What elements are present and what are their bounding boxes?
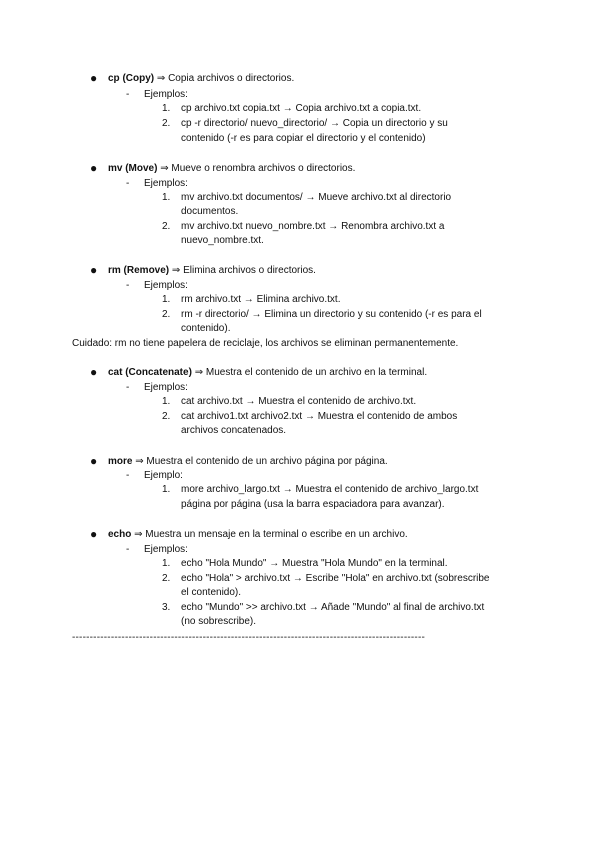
bullet-icon: ● (90, 454, 98, 468)
example-line-cont: contenido). (181, 323, 231, 334)
command-description: Muestra un mensaje en la terminal o escribe en un archivo. (145, 529, 408, 540)
command-name: more (108, 456, 133, 467)
example-line: rm archivo.txt → Elimina archivo.txt. (181, 294, 341, 305)
bullet-icon: ● (90, 161, 98, 175)
section-heading-echo (108, 528, 408, 541)
command-description: Muestra el contenido de un archivo en la terminal. (205, 367, 428, 378)
command-name: rm (Remove) (108, 265, 170, 276)
dash-icon: - (126, 544, 130, 555)
item-number: 1. (162, 396, 171, 407)
item-number: 2. (162, 118, 171, 129)
examples-label: Ejemplo: (144, 470, 183, 481)
examples-label: Ejemplos: (144, 89, 188, 100)
item-number: 2. (162, 411, 171, 422)
section-heading-rm (108, 264, 316, 277)
section-heading-cat (108, 366, 427, 379)
arrow-icon: ⇒ (194, 367, 204, 378)
item-number: 2. (162, 221, 171, 232)
dash-icon: - (126, 280, 130, 291)
command-name: mv (Move) (108, 163, 158, 174)
command-name: cat (Concatenate) (108, 367, 192, 378)
section-heading-mv (108, 162, 355, 175)
examples-label: Ejemplos: (144, 382, 188, 393)
bullet-icon: ● (90, 527, 98, 541)
example-line-cont: (no sobrescribe). (181, 616, 257, 627)
item-number: 1. (162, 294, 171, 305)
example-line: cat archivo.txt → Muestra el contenido de archivo.txt. (181, 396, 417, 407)
item-number: 1. (162, 103, 171, 114)
item-number: 1. (162, 192, 171, 203)
section-heading-cp (108, 72, 294, 85)
bullet-icon: ● (90, 71, 98, 85)
dash-icon: - (126, 89, 130, 100)
separator-line: ---------------------------------------------------------------------------------------------------- (72, 632, 426, 643)
example-line-cont: archivos concatenados. (181, 425, 287, 436)
item-number: 3. (162, 602, 171, 613)
item-number: 1. (162, 484, 171, 495)
example-line: cp archivo.txt copia.txt → Copia archivo.txt a copia.txt. (181, 103, 422, 114)
dash-icon: - (126, 382, 130, 393)
example-line: mv archivo.txt documentos/ → Mueve archivo.txt al directorio (181, 192, 452, 203)
arrow-icon: ⇒ (156, 73, 166, 84)
dash-icon: - (126, 470, 130, 481)
command-description: Muestra el contenido de un archivo página por página. (146, 456, 388, 467)
warning-note: Cuidado: rm no tiene papelera de reciclaje, los archivos se eliminan permanentemente. (72, 338, 459, 349)
example-line-cont: el contenido). (181, 587, 242, 598)
arrow-icon: ⇒ (160, 163, 169, 174)
example-line: mv archivo.txt nuevo_nombre.txt → Renombra archivo.txt a (181, 221, 445, 232)
dash-icon: - (126, 178, 130, 189)
arrow-icon: ⇒ (171, 265, 181, 276)
example-line-cont: nuevo_nombre.txt. (181, 235, 264, 246)
bullet-icon: ● (90, 365, 98, 379)
command-description: Copia archivos o directorios. (168, 73, 295, 84)
command-description: Elimina archivos o directorios. (183, 265, 316, 276)
example-line: echo "Mundo" >> archivo.txt → Añade "Mundo" al final de archivo.txt (181, 602, 485, 613)
section-heading-more (108, 455, 388, 468)
example-line: echo "Hola" > archivo.txt → Escribe "Hola" en archivo.txt (sobrescribe (181, 573, 490, 584)
examples-label: Ejemplos: (144, 280, 188, 291)
example-line-cont: contenido (-r es para copiar el directorio y el contenido) (181, 133, 426, 144)
example-line: echo "Hola Mundo" → Muestra "Hola Mundo" en la terminal. (181, 558, 448, 569)
item-number: 2. (162, 573, 171, 584)
example-line: more archivo_largo.txt → Muestra el contenido de archivo_largo.txt (181, 484, 479, 495)
example-line-cont: documentos. (181, 206, 239, 217)
examples-label: Ejemplos: (144, 178, 188, 189)
command-description: Mueve o renombra archivos o directorios. (171, 163, 356, 174)
example-line: cat archivo1.txt archivo2.txt → Muestra el contenido de ambos (181, 411, 458, 422)
item-number: 2. (162, 309, 171, 320)
examples-label: Ejemplos: (144, 544, 188, 555)
arrow-icon: ⇒ (134, 529, 143, 540)
bullet-icon: ● (90, 263, 98, 277)
example-line-cont: página por página (usa la barra espaciadora para avanzar). (181, 499, 445, 510)
example-line: rm -r directorio/ → Elimina un directorio y su contenido (-r es para el (181, 309, 482, 320)
command-name: echo (108, 529, 132, 540)
arrow-icon: ⇒ (135, 456, 144, 467)
item-number: 1. (162, 558, 171, 569)
command-name: cp (Copy) (108, 73, 155, 84)
example-line: cp -r directorio/ nuevo_directorio/ → Copia un directorio y su (181, 118, 448, 129)
